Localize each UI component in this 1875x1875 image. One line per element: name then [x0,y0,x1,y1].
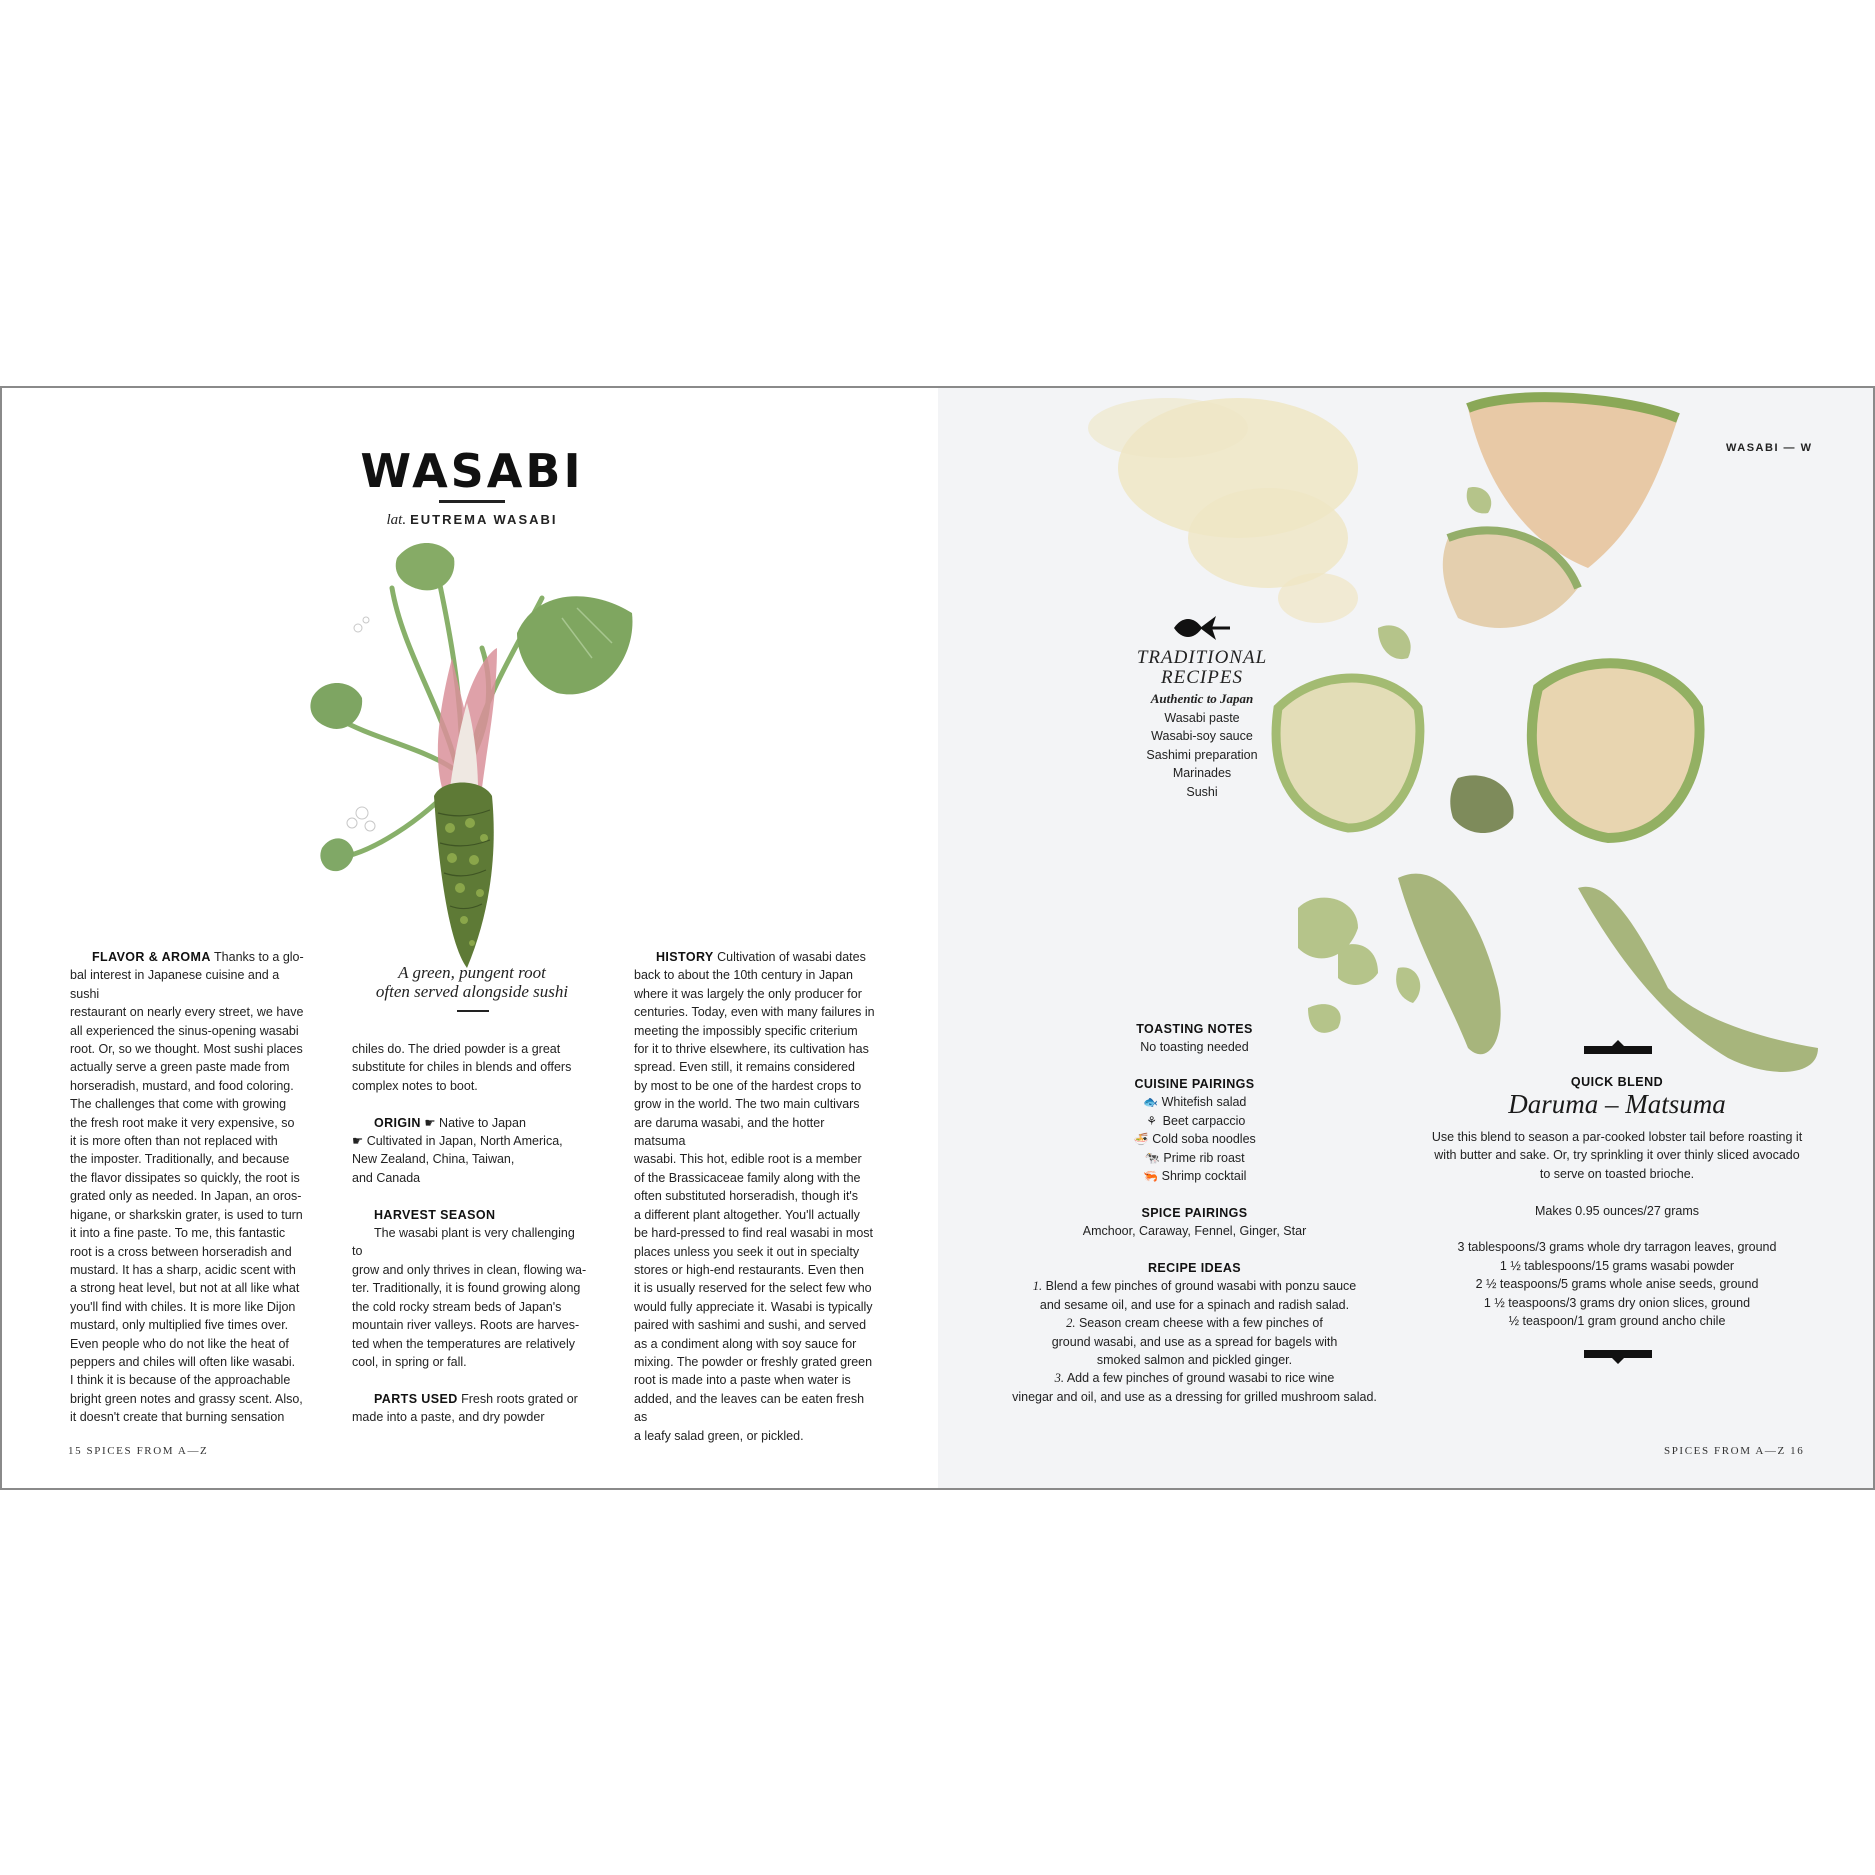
recipe-number: 1. [1032,1279,1043,1294]
recipe-line: ground wasabi, and use as a spread for bagels with [1051,1334,1338,1349]
history-line: be hard-pressed to find real wasabi in most [634,1226,874,1241]
history-line: are daruma wasabi, and the hotter matsuma [634,1115,825,1149]
list-item [1012,1130,1377,1148]
recipe-text: Season cream cheese with a few pinches of [1075,1316,1323,1331]
flavor-line: it doesn't create that burning sensation [70,1410,285,1425]
history-line: root is made into a paste when water is [634,1373,851,1388]
leaf-left [310,683,362,729]
caption-divider [457,1010,489,1012]
latin-name [322,512,622,529]
origin-heading: ORIGIN [374,1115,421,1130]
parts-line: Fresh roots grated or [457,1391,578,1406]
harvest-heading: HARVEST SEASON [374,1207,496,1222]
cuisine-heading: CUISINE PAIRINGS [1134,1077,1255,1091]
parts-line: made into a paste, and dry powder [352,1410,545,1425]
harvest-line: ted when the temperatures are relatively [352,1336,576,1351]
ingredient: ½ teaspoon/1 gram ground ancho chile [1508,1314,1726,1329]
traditional-subtitle: Authentic to Japan [1150,691,1254,706]
history-line: a leafy salad green, or pickled. [634,1428,804,1443]
flavor-heading: FLAVOR & AROMA [92,950,211,964]
flavor-line: restaurant on nearly every street, we have [70,1005,304,1020]
origin-line: Cultivated in Japan, North America, [363,1134,563,1149]
history-line: meeting the impossibly specific criterium [634,1023,858,1038]
list-item: Sushi [1186,784,1218,799]
pairing-label: Shrimp cocktail [1161,1169,1247,1184]
toasting-heading: TOASTING NOTES [1136,1022,1253,1036]
traditional-recipes-title [1102,648,1302,688]
history-line: mixing. The powder or freshly grated green [634,1354,873,1369]
latin-prefix: lat. [386,512,407,528]
parts-heading: PARTS USED [374,1391,458,1406]
traditional-title-line: RECIPES [1161,667,1243,688]
toasting-text: No toasting needed [1140,1040,1249,1055]
history-line: wasabi. This hot, edible root is a member [634,1152,862,1167]
pairing-label: Prime rib roast [1163,1150,1245,1165]
history-line: would fully appreciate it. Wasabi is typically [634,1299,873,1314]
traditional-title-line: TRADITIONAL [1136,647,1268,668]
quick-blend-title: Daruma – Matsuma [1508,1089,1726,1119]
body-line: chiles do. The dried powder is a great [352,1042,561,1056]
origin-line: and Canada [352,1170,421,1185]
right-page-folio: SPICES FROM A—Z 16 [1664,1445,1805,1457]
flavor-line: root. Or, so we thought. Most sushi places [70,1042,303,1057]
pairing-label: Whitefish salad [1161,1095,1247,1110]
list-item [1012,1149,1377,1167]
list-item [1012,1093,1377,1111]
traditional-recipes-list [1102,709,1302,801]
harvest-line: The wasabi plant is very challenging to [352,1226,575,1259]
harvest-line: ter. Traditionally, it is found growing along [352,1281,581,1296]
flavor-line: The challenges that come with growing [70,1097,287,1112]
body-line: complex notes to boot. [352,1078,478,1093]
ingredient: 1 ½ tablespoons/15 grams wasabi powder [1499,1258,1735,1273]
flavor-line: grated only as needed. In Japan, an oros- [70,1189,302,1204]
shrimp-icon: 🦐 [1143,1169,1159,1184]
list-item: Wasabi paste [1164,711,1240,725]
pairing-label: Beet carpaccio [1162,1113,1246,1128]
caption-line-2: often served alongside sushi [375,982,569,1001]
recipe-ideas [972,1259,1417,1406]
ingredient: 2 ½ teaspoons/5 grams whole anise seeds, ground [1475,1277,1759,1292]
list-item [1012,1167,1377,1185]
spade-ornament-icon [1172,612,1232,644]
history-line: often substituted horseradish, though it's [634,1189,859,1204]
history-heading: HISTORY [656,950,714,964]
recipe-line: and sesame oil, and use for a spinach and radish salad. [1039,1297,1350,1312]
book-spread [0,386,1875,1490]
recipe-line: smoked salmon and pickled ginger. [1096,1353,1293,1368]
blend-intro-line: to serve on toasted brioche. [1539,1166,1695,1181]
flavor-aroma-column [70,948,310,1427]
body-line: substitute for chiles in blends and offers [352,1060,572,1075]
flavor-line: the flavor dissipates so quickly, the root is [70,1170,300,1185]
flavor-line: all experienced the sinus-opening wasabi [70,1023,299,1038]
flavor-line: Even people who do not like the heat of [70,1336,289,1351]
recipe-line [972,1314,1417,1332]
list-item: Marinades [1172,766,1232,781]
origin-line: Native to Japan [435,1115,526,1130]
pointing-hand-icon: ☛ [424,1115,436,1130]
recipe-line [972,1369,1417,1387]
list-item: Wasabi-soy sauce [1151,729,1253,744]
flavor-line: higane, or sharkskin grater, is used to turn [70,1207,303,1222]
history-line: spread. Even still, it remains considered [634,1060,855,1075]
blend-yield: Makes 0.95 ounces/27 grams [1535,1203,1699,1218]
left-page-folio: 15 SPICES FROM A—Z [68,1445,209,1457]
harvest-line: mountain river valleys. Roots are harves- [352,1318,580,1333]
history-line: back to about the 10th century in Japan [634,968,853,983]
recipe-line [972,1277,1417,1295]
leaf-top [396,543,455,590]
flavor-line: bal interest in Japanese cuisine and a sushi [70,968,280,1001]
recipe-text: Blend a few pinches of ground wasabi with ponzu sauce [1042,1279,1357,1294]
history-line: a different plant altogether. You'll actually [634,1207,860,1222]
recipe-ideas-heading: RECIPE IDEAS [1147,1261,1241,1275]
pointing-hand-icon: ☛ [352,1134,364,1149]
spice-pairings [1012,1204,1377,1241]
wasabi-plant-illustration [292,528,652,968]
history-line: of the Brassicaceae family along with the [634,1170,861,1185]
ingredient: 3 tablespoons/3 grams whole dry tarragon leaves, ground [1457,1240,1777,1255]
history-line: centuries. Today, even with many failures in [634,1005,875,1020]
flavor-line: it is more often than not replaced with [70,1134,278,1149]
ingredient: 1 ½ teaspoons/3 grams dry onion slices, ground [1483,1295,1751,1310]
bracket-bottom-ornament-icon [1582,1348,1654,1364]
recipe-number: 3. [1054,1371,1065,1386]
flavor-line: it into a fine paste. To me, this fantastic [70,1226,286,1241]
flavor-line: horseradish, mustard, and food coloring. [70,1078,294,1093]
toasting-notes [1012,1020,1377,1057]
history-line: as a condiment along with soy sauce for [634,1336,857,1351]
title-divider [439,500,505,503]
harvest-line: cool, in spring or fall. [352,1354,467,1369]
flavor-line: actually serve a green paste made from [70,1060,290,1075]
history-line: where it was largely the only producer for [634,986,862,1001]
page-title: WASABI [360,444,584,498]
history-line: it is usually reserved for the select few who [634,1281,872,1296]
flavor-line: mustard, only multiplied five times over. [70,1318,289,1333]
history-line: added, and the leaves can be eaten fresh as [634,1391,865,1425]
flavor-line: bright green notes and grassy scent. Also, [70,1391,303,1406]
cow-icon: 🐄 [1144,1150,1160,1165]
flavor-line: mustard. It has a sharp, acidic scent with [70,1262,296,1277]
history-line: places unless you seek it out in specialty [634,1244,860,1259]
recipe-line: vinegar and oil, and use as a dressing for grilled mushroom salad. [1012,1389,1377,1404]
flavor-line: you'll find with chiles. It is more like Dijon [70,1299,296,1314]
running-head: WASABI — W [1726,442,1813,454]
flavor-line: the imposter. Traditionally, and because [70,1152,290,1167]
harvest-line: the cold rocky stream beds of Japan's [352,1299,562,1314]
history-line: by most to be one of the hardest crops to [634,1078,862,1093]
history-line: for it to thrive elsewhere, its cultivation has [634,1042,869,1057]
flavor-line: root is a cross between horseradish and [70,1244,292,1259]
flavor-line: Thanks to a glo- [210,950,304,964]
spice-pairings-heading: SPICE PAIRINGS [1141,1206,1248,1220]
blend-intro-line: with butter and sake. Or, try sprinkling it over thinly sliced avocado [1434,1148,1800,1163]
flavor-line: I think it is because of the approachable [70,1373,291,1388]
harvest-line: grow and only thrives in clean, flowing wa- [352,1262,587,1277]
history-column [634,948,879,1445]
quick-blend-label: QUICK BLEND [1570,1075,1664,1089]
image-caption [362,963,582,1001]
origin-line: New Zealand, China, Taiwan, [352,1152,515,1167]
cuisine-pairings [1012,1075,1377,1185]
beet-icon: ⚘ [1146,1113,1158,1128]
origin-harvest-column [352,1040,587,1427]
flavor-line: the fresh root make it very expensive, so [70,1115,295,1130]
latin-name-text: EUTREMA WASABI [410,512,558,527]
fish-icon: 🐟 [1143,1095,1159,1110]
blend-intro-line: Use this blend to season a par-cooked lobster tail before roasting it [1431,1130,1803,1144]
bracket-top-ornament-icon [1582,1040,1654,1056]
flavor-line: peppers and chiles will often like wasabi. [70,1354,296,1369]
history-line: paired with sashimi and sushi, and served [634,1318,867,1333]
history-line: stores or high-end restaurants. Even then [634,1262,864,1277]
list-item: Sashimi preparation [1146,747,1258,762]
leaf-right [517,596,632,694]
quick-blend-body [1422,1128,1812,1330]
recipe-text: Add a few pinches of ground wasabi to rice wine [1064,1371,1335,1386]
history-line: grow in the world. The two main cultivars [634,1097,860,1112]
leaf-small [320,838,354,871]
noodle-bowl-icon: 🍜 [1133,1132,1149,1147]
flavor-line: a strong heat level, but not at all like what [70,1281,300,1296]
recipe-number: 2. [1066,1316,1076,1331]
pairing-label: Cold soba noodles [1152,1132,1256,1147]
caption-line-1: A green, pungent root [398,963,546,982]
history-line: Cultivation of wasabi dates [713,950,866,964]
spice-pairings-text: Amchoor, Caraway, Fennel, Ginger, Star [1082,1224,1307,1239]
list-item [1012,1112,1377,1130]
